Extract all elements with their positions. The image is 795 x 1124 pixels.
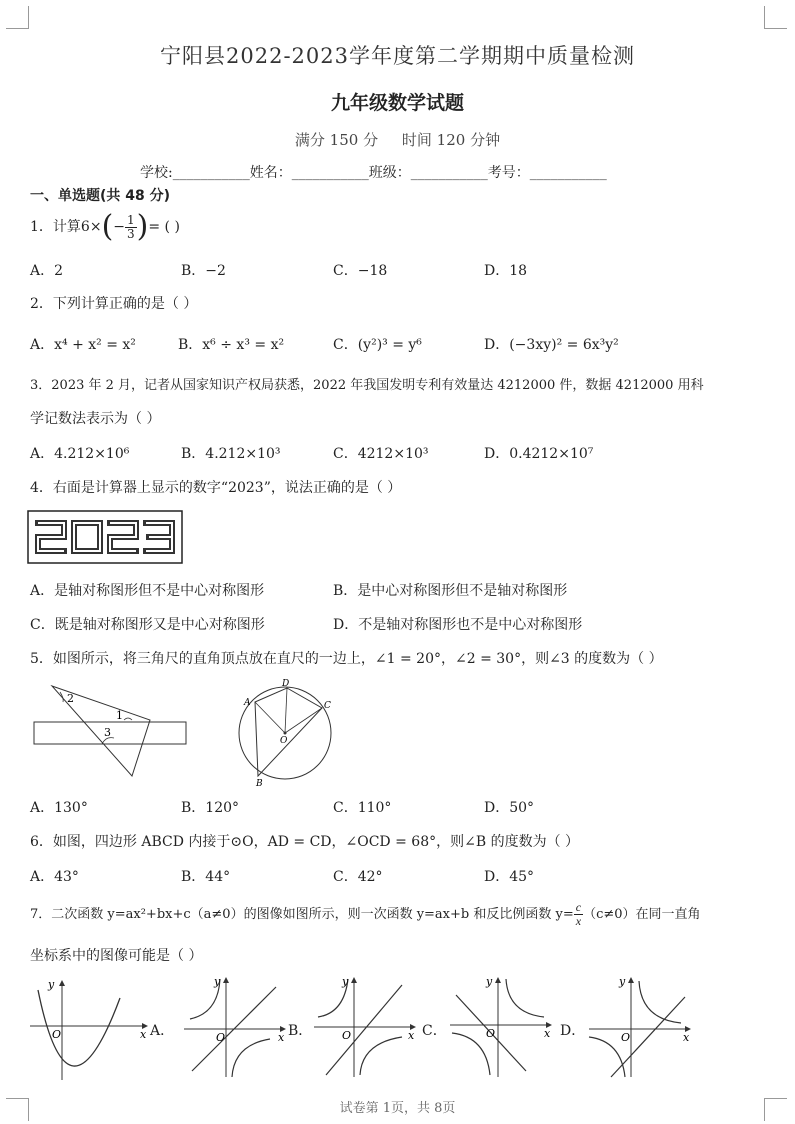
svg-text:y: y: [48, 978, 55, 991]
q5-option-d[interactable]: D．50°: [484, 800, 535, 816]
svg-text:O: O: [342, 1029, 352, 1042]
q7-fraction: $\frac{c}{x}$: [575, 900, 582, 928]
angle-3-label: 3: [104, 726, 111, 739]
svg-text:O: O: [621, 1031, 631, 1044]
student-info-fields: 学校:___________姓名：___________班级：___________考号：___________: [140, 165, 607, 181]
score-time: 满分 150 分 时间 120 分钟: [294, 131, 501, 149]
q1-option-a[interactable]: A．2: [30, 263, 64, 279]
q7-option-b-graph[interactable]: [310, 975, 420, 1080]
q1-option-b[interactable]: B．−2: [181, 263, 226, 279]
q4-option-b[interactable]: B．是中心对称图形但不是轴对称图形: [333, 583, 568, 599]
q3-option-c[interactable]: C．4212×10³: [333, 446, 429, 462]
inscribed-quadrilateral-figure: [230, 678, 340, 788]
q2-option-c[interactable]: C．(y²)³ = y⁶: [333, 337, 422, 353]
svg-text:y: y: [619, 975, 626, 988]
svg-text:y: y: [214, 975, 221, 988]
q7-option-d-label[interactable]: D．: [560, 1023, 586, 1039]
svg-text:x: x: [544, 1027, 551, 1040]
q4-option-c[interactable]: C．既是轴对称图形又是中心对称图形: [30, 617, 265, 633]
q2-option-a[interactable]: A．x⁴ + x² = x²: [30, 337, 136, 353]
point-a-label: A: [244, 698, 251, 708]
q1-prefix: 1．计算: [30, 219, 81, 235]
q3-option-d[interactable]: D．0.4212×10⁷: [484, 446, 594, 462]
ruler-triangle-figure: [32, 684, 192, 784]
svg-text:x: x: [140, 1028, 147, 1041]
svg-text:y: y: [486, 975, 493, 988]
question-4: 4．右面是计算器上显示的数字“2023”，说法正确的是（ ）: [30, 480, 402, 496]
question-7-line-1: 7．二次函数 y=ax²+bx+c（a≠0）的图像如图所示，则一次函数 y=ax+b 和反比例函数 y= $\frac{c}{x}$ （c≠0）在同一直角: [30, 900, 701, 928]
q6-option-d[interactable]: D．45°: [484, 869, 535, 885]
question-6: 6．如图，四边形 ABCD 内接于⊙O，AD = CD，∠OCD = 68°，则∠B 的度数为（ ）: [30, 834, 580, 850]
point-o-label: O: [280, 736, 288, 746]
q7-option-c-graph[interactable]: [446, 975, 556, 1080]
svg-text:y: y: [342, 975, 349, 988]
crop-mark-top-right: [764, 6, 787, 29]
calculator-display-2023: [27, 510, 183, 564]
q4-option-a[interactable]: A．是轴对称图形但不是中心对称图形: [30, 583, 265, 599]
q3-option-a[interactable]: A．4.212×10⁶: [30, 446, 130, 462]
point-d-label: D: [282, 679, 290, 689]
q7-option-d-graph[interactable]: [585, 975, 695, 1080]
svg-text:O: O: [52, 1028, 62, 1041]
q4-option-d[interactable]: D．不是轴对称图形也不是中心对称图形: [333, 617, 583, 633]
svg-text:x: x: [278, 1031, 285, 1044]
angle-1-label: 1: [116, 709, 123, 722]
svg-text:O: O: [486, 1027, 496, 1040]
q5-option-a[interactable]: A．130°: [30, 800, 88, 816]
q2-option-b[interactable]: B．x⁶ ÷ x³ = x²: [178, 337, 285, 353]
question-3-line-2: 学记数法表示为（ ）: [30, 411, 161, 427]
q7-option-a-label[interactable]: A．: [150, 1023, 175, 1039]
question-5: 5．如图所示，将三角尺的直角顶点放在直尺的一边上，∠1 = 20°，∠2 = 30°，则∠3 的度数为（ ）: [30, 651, 663, 667]
q6-option-c[interactable]: C．42°: [333, 869, 383, 885]
q3-option-b[interactable]: B．4.212×10³: [181, 446, 281, 462]
q1-option-d[interactable]: D．18: [484, 263, 528, 279]
q7-option-b-label[interactable]: B．: [288, 1023, 313, 1039]
q1-option-c[interactable]: C．−18: [333, 263, 388, 279]
question-1: 1．计算6×(− $\frac{1}{3}$ )= ( ): [30, 209, 180, 244]
point-b-label: B: [256, 779, 263, 789]
crop-mark-top-left: [6, 6, 29, 29]
q1-expr: 6×: [80, 219, 102, 235]
point-c-label: C: [324, 701, 331, 711]
q6-option-a[interactable]: A．43°: [30, 869, 79, 885]
svg-text:x: x: [683, 1031, 690, 1044]
question-3-line-1: 3．2023 年 2 月，记者从国家知识产权局获悉，2022 年我国发明专利有效量达 4212000 件，数据 4212000 用科: [30, 378, 704, 393]
question-7-line-2: 坐标系中的图像可能是（ ）: [30, 948, 203, 964]
q5-option-b[interactable]: B．120°: [181, 800, 240, 816]
q1-suffix: = ( ): [148, 219, 180, 235]
section-title: 一、单选题(共 48 分): [30, 188, 171, 204]
exam-title: 宁阳县2022-2023学年度第二学期期中质量检测: [160, 44, 635, 68]
q7-option-a-graph[interactable]: [180, 975, 290, 1080]
q2-option-d[interactable]: D．(−3xy)² = 6x³y²: [484, 337, 619, 353]
svg-text:O: O: [216, 1031, 226, 1044]
q1-fraction: $\frac{1}{3}$: [127, 212, 135, 241]
q5-option-c[interactable]: C．110°: [333, 800, 392, 816]
page-footer: 试卷第 1页，共 8页: [339, 1101, 456, 1116]
angle-2-label: 2: [67, 692, 74, 705]
question-2: 2．下列计算正确的是（ ）: [30, 296, 198, 312]
exam-subtitle: 九年级数学试题: [330, 92, 464, 114]
svg-text:x: x: [408, 1029, 415, 1042]
q7-option-c-label[interactable]: C．: [422, 1023, 447, 1039]
q6-option-b[interactable]: B．44°: [181, 869, 231, 885]
parabola-graph: [28, 978, 148, 1083]
